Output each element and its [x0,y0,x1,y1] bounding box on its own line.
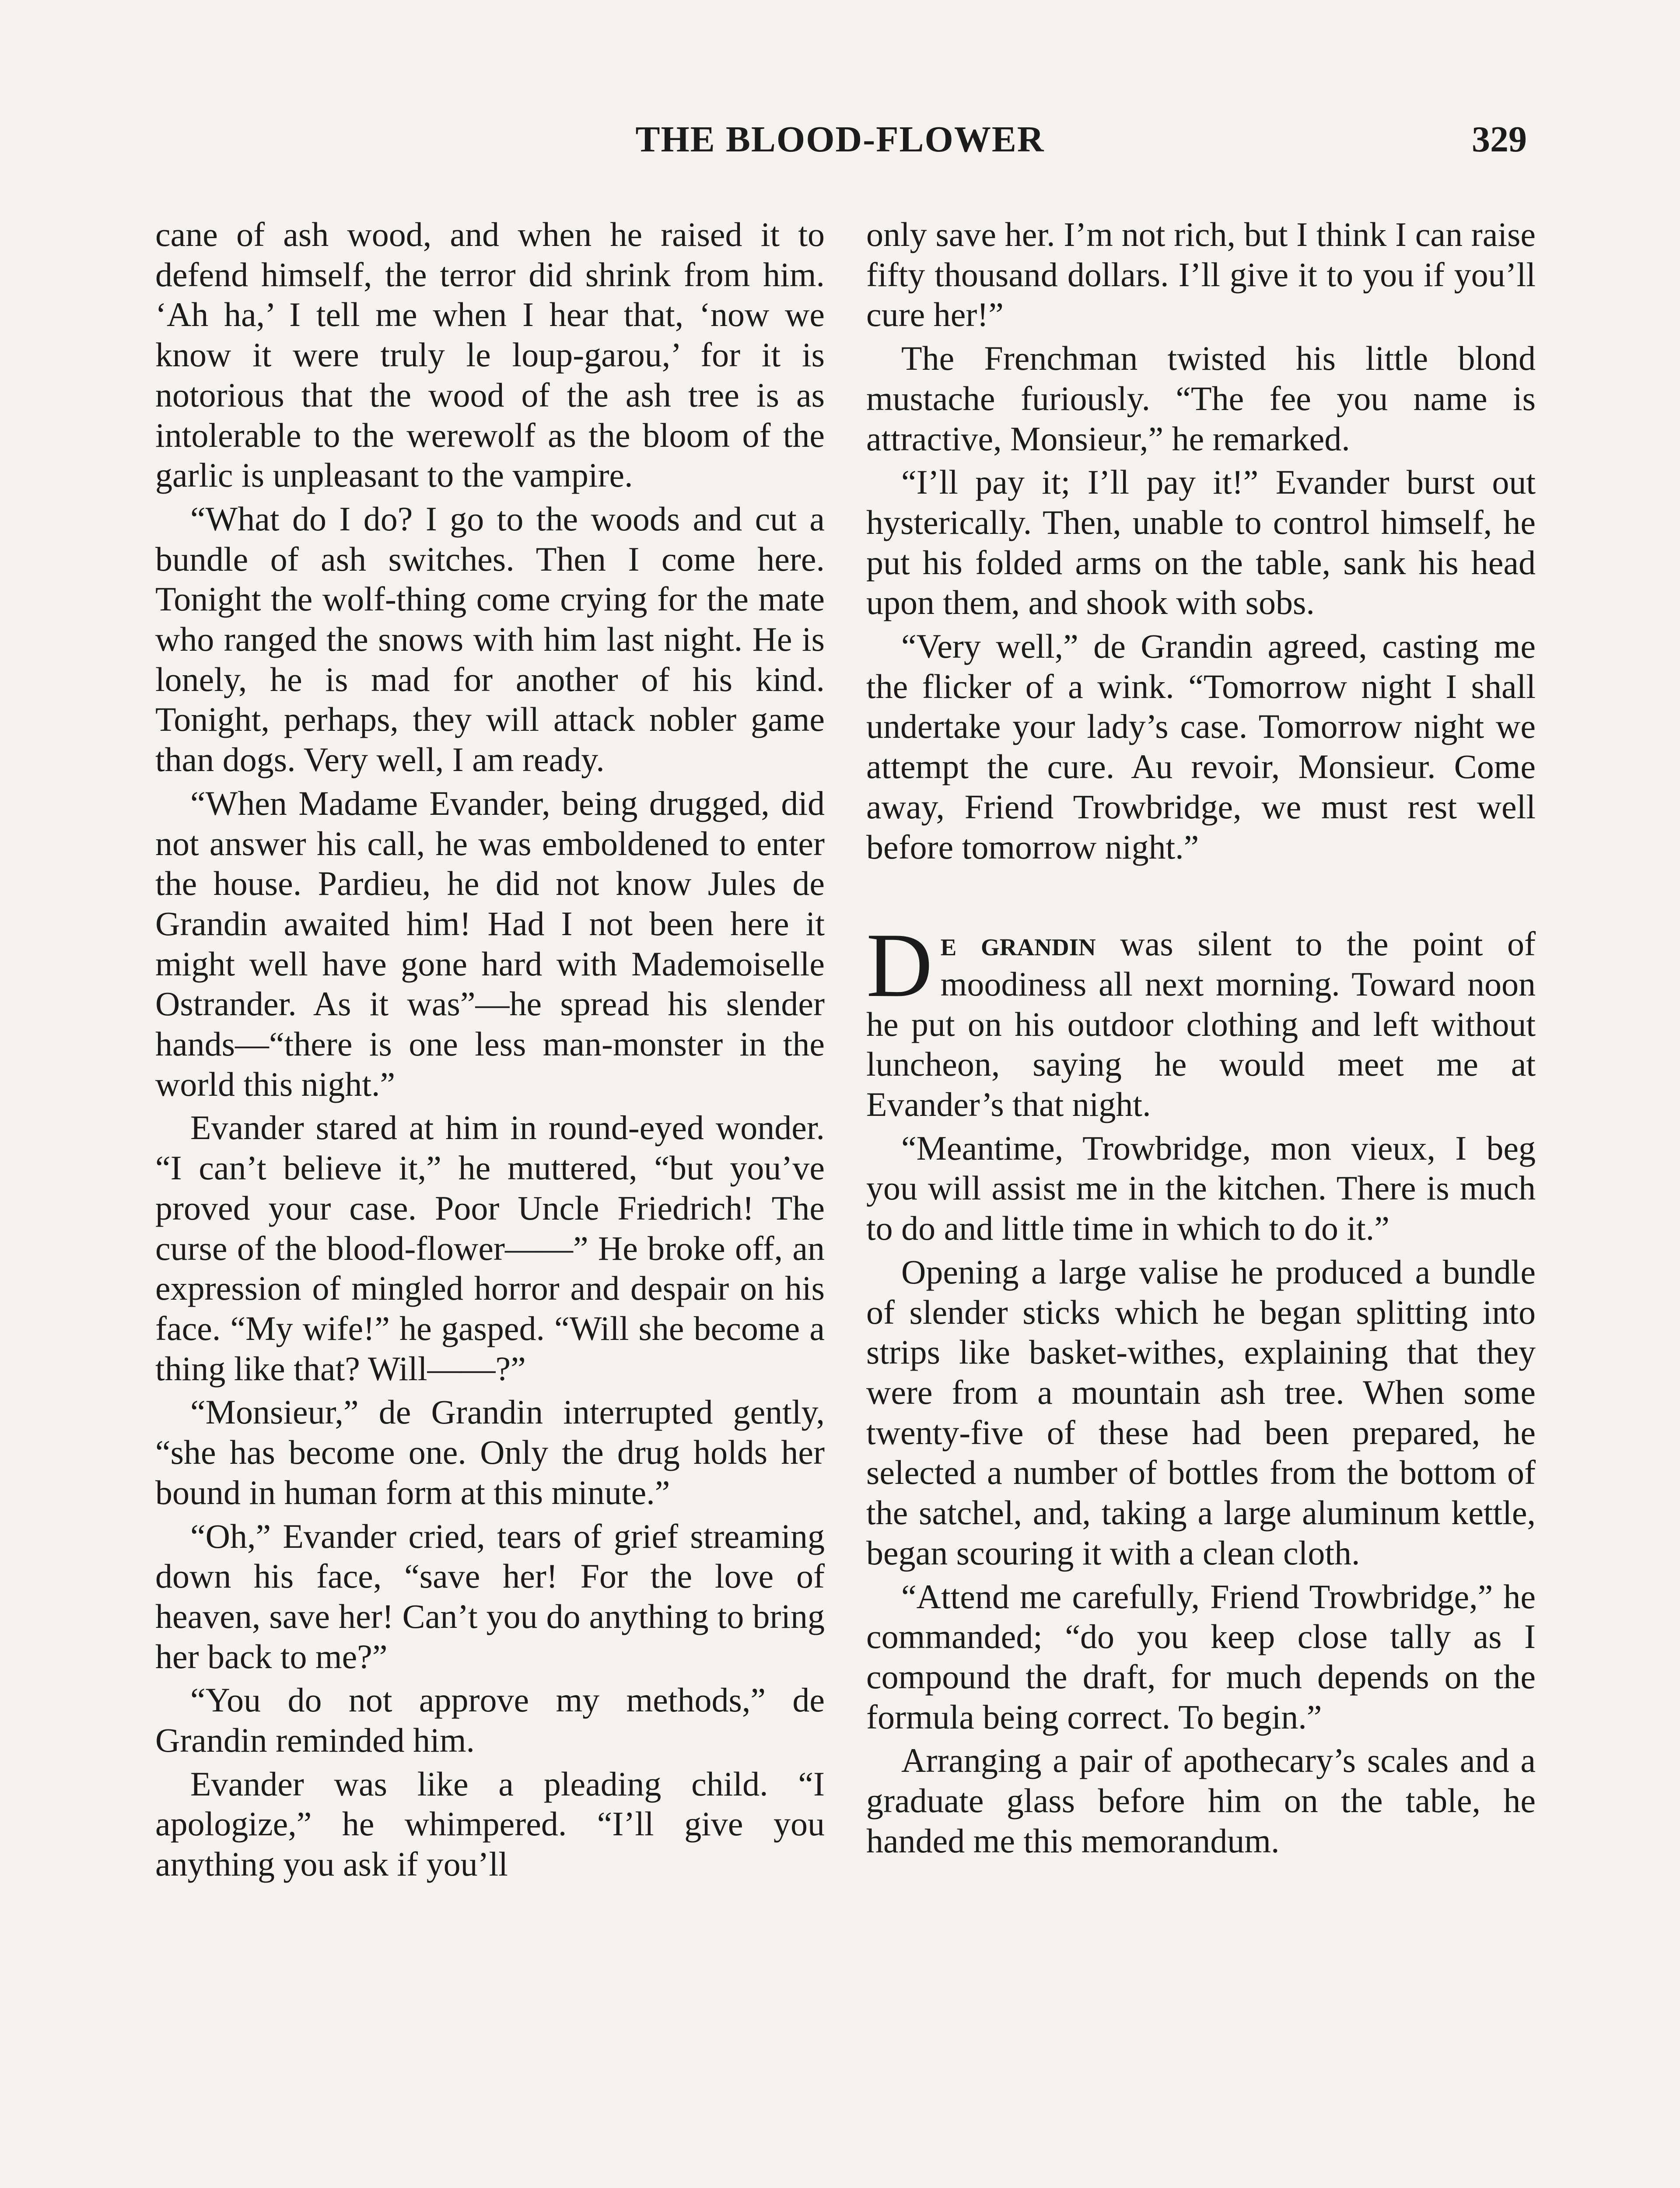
right-column [866,214,1536,1864]
paragraph: only save her. I’m not rich, but I think I can raise fifty thousand dollars. I’ll give it to you if you’ll cure her!” [866,215,1536,334]
drop-cap: D [866,915,933,1017]
paragraph: cane of ash wood, and when he raised it to defend himself, the terror did shrink from him. ‘Ah ha,’ I tell me when I hear that, ‘now we know it were truly le loup-garou,’ for it is notorious that the wood of the ash tree is as intolerable to the werewolf as the bloom of the garlic is unpleasant to the vampire. [155,215,825,494]
section-opening-text: was silent to the point of moodiness all next morning. Toward noon he put on his outdoor clothing and left without luncheon, saying he would meet me at Evander’s that night. [866,925,1536,1124]
section-opening-paragraph [866,915,1536,1125]
paragraph: “Monsieur,” de Grandin interrupted gently, “she has become one. Only the drug holds her bound in human form at this minute.” [155,1393,825,1511]
paragraph: “Attend me carefully, Friend Trowbridge,” he commanded; “do you keep close tally as I compound the draft, for much depends on the formula being correct. To begin.” [866,1577,1536,1736]
small-caps-lead: e grandin [940,925,1096,963]
paragraph: “Meantime, Trowbridge, mon vieux, I beg you will assist me in the kitchen. There is much to do and little time in which to do it.” [866,1129,1536,1248]
paragraph: Opening a large valise he produced a bundle of slender sticks which he began splitting into strips like basket-withes, explaining that they were from a mountain ash tree. When some twenty-five of these had been prepared, he selected a number of bottles from the bottom of the satchel, and, taking a large aluminum kettle, began scouring it with a clean cloth. [866,1252,1536,1572]
paragraph: “Very well,” de Grandin agreed, casting me the flicker of a wink. “Tomorrow night I shall undertake your lady’s case. Tomorrow night we attempt the cure. Au revoir, Monsieur. Come away, Friend Trowbridge, we must rest well before tomorrow night.” [866,627,1536,866]
paragraph: “When Madame Evander, being drugged, did not answer his call, he was emboldened to enter the house. Pardieu, he did not know Jules de Grandin awaited him! Had I not been here it might well have gone hard with Mademoiselle Ostrander. As it was”—he spread his slender hands—“there is one less man-monster in the world this night.” [155,784,825,1103]
paragraph: Arranging a pair of apothecary’s scales and a graduate glass before him on the table, he handed me this memorandum. [866,1741,1536,1860]
left-column [155,214,825,1888]
page-number: 329 [1472,119,1527,160]
paragraph: “Oh,” Evander cried, tears of grief streaming down his face, “save her! For the love of heaven, save her! Can’t you do anything to bring her back to me?” [155,1517,825,1676]
running-title: THE BLOOD-FLOWER [635,119,1045,160]
paragraph: Evander was like a pleading child. “I apologize,” he whimpered. “I’ll give you anything you ask if you’ll [155,1764,825,1883]
running-head [153,118,1527,166]
paragraph: “You do not approve my methods,” de Grandin reminded him. [155,1681,825,1760]
paragraph: “What do I do? I go to the woods and cut a bundle of ash switches. Then I come here. Tonight the wolf-thing come crying for the mate who ranged the snows with him last night. He is lonely, he is mad for another of his kind. Tonight, perhaps, they will attack nobler game than dogs. Very well, I am ready. [155,499,825,779]
paragraph: The Frenchman twisted his little blond mustache furiously. “The fee you name is attractive, Monsieur,” he remarked. [866,339,1536,458]
paragraph: Evander stared at him in round-eyed wonder. “I can’t believe it,” he muttered, “but you’ve proved your case. Poor Uncle Friedrich! The curse of the blood-flower——” He broke off, an expression of mingled horror and despair on his face. “My wife!” he gasped. “Will she become a thing like that? Will——?” [155,1108,825,1388]
paragraph: “I’ll pay it; I’ll pay it!” Evander burst out hysterically. Then, unable to control himself, he put his folded arms on the table, sank his head upon them, and shook with sobs. [866,463,1536,622]
